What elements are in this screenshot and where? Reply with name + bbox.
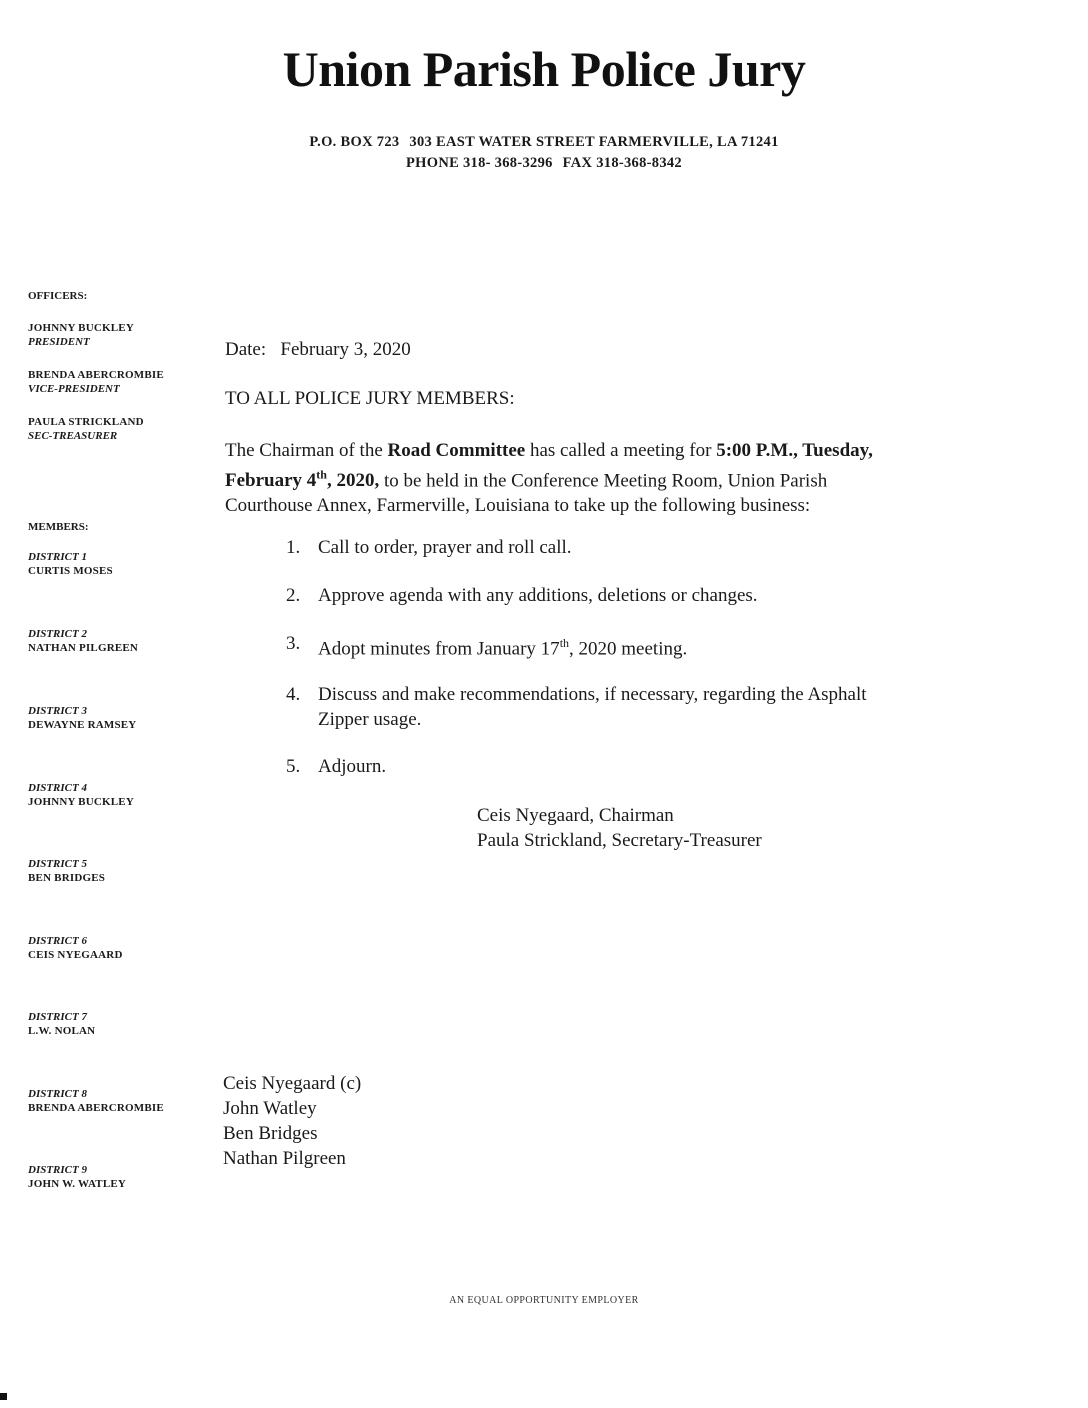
- member-district: DISTRICT 4: [28, 782, 87, 794]
- officer-entry: [28, 415, 144, 443]
- scan-mark: [0, 1393, 7, 1400]
- agenda-item: [286, 682, 958, 732]
- member-entry: [28, 1163, 126, 1191]
- agenda-text: Call to order, prayer and roll call.: [318, 537, 572, 558]
- agenda-text-line: Zipper usage.: [318, 709, 422, 730]
- agenda-item: [286, 535, 958, 560]
- members-heading: MEMBERS:: [28, 521, 89, 533]
- intro-text: has called a meeting for: [525, 440, 717, 461]
- meeting-time: 5:00 P.M., Tuesday,: [716, 440, 873, 461]
- member-entry: [28, 1087, 164, 1115]
- officer-entry: [28, 321, 134, 349]
- member-entry: [28, 781, 134, 809]
- member-name: JOHNNY BUCKLEY: [28, 796, 134, 808]
- agenda-number: 5.: [286, 756, 301, 777]
- signature-secretary: Paula Strickland, Secretary-Treasurer: [477, 830, 762, 851]
- member-name: CURTIS MOSES: [28, 565, 113, 577]
- member-entry: [28, 1010, 95, 1038]
- committee-member: Ceis Nyegaard (c): [223, 1073, 362, 1094]
- member-name: CEIS NYEGAARD: [28, 949, 123, 961]
- meeting-day-text: February 4: [225, 470, 317, 492]
- letterhead-address: [0, 134, 1088, 151]
- officer-name: BRENDA ABERCROMBIE: [28, 369, 164, 381]
- member-name: DEWAYNE RAMSEY: [28, 719, 137, 731]
- agenda-number: 2.: [286, 585, 301, 606]
- committee-name: Road Committee: [387, 440, 526, 461]
- date-label: Date:: [225, 339, 267, 360]
- agenda-text: Adjourn.: [318, 756, 387, 777]
- member-name: JOHN W. WATLEY: [28, 1178, 127, 1190]
- salutation: TO ALL POLICE JURY MEMBERS:: [225, 388, 515, 409]
- committee-member: Nathan Pilgreen: [223, 1148, 346, 1169]
- officer-role: SEC-TREASURER: [28, 430, 118, 442]
- agenda-item: [286, 583, 958, 608]
- meeting-day: [225, 470, 379, 491]
- officers-heading: OFFICERS:: [28, 290, 88, 302]
- meeting-day-suffix: th: [316, 468, 327, 482]
- member-name: L.W. NOLAN: [28, 1025, 96, 1037]
- agenda-text-suffix: th: [559, 636, 570, 650]
- street-address: 303 EAST WATER STREET FARMERVILLE, LA 71241: [409, 134, 779, 150]
- intro-line: Courthouse Annex, Farmerville, Louisiana to take up the following business:: [225, 495, 811, 517]
- member-entry: [28, 857, 105, 885]
- member-district: DISTRICT 8: [28, 1088, 87, 1100]
- agenda-number: 1.: [286, 537, 301, 558]
- officer-name: JOHNNY BUCKLEY: [28, 322, 134, 334]
- agenda-text-part: Adopt minutes from January 17: [318, 638, 560, 660]
- po-box: P.O. BOX 723: [309, 134, 400, 150]
- signature-block: [477, 803, 762, 853]
- agenda-text: Approve agenda with any additions, deletions or changes.: [318, 585, 758, 606]
- agenda-text-line: Discuss and make recommendations, if necessary, regarding the Asphalt: [318, 684, 867, 705]
- committee-member: John Watley: [223, 1098, 317, 1119]
- member-name: BEN BRIDGES: [28, 872, 106, 884]
- member-entry: [28, 704, 136, 732]
- phone-number: PHONE 318- 368-3296: [406, 155, 553, 171]
- footer-text: AN EQUAL OPPORTUNITY EMPLOYER: [449, 1295, 639, 1306]
- member-district: DISTRICT 3: [28, 705, 87, 717]
- officer-role: PRESIDENT: [28, 336, 90, 348]
- member-name: NATHAN PILGREEN: [28, 642, 139, 654]
- officer-role: VICE-PRESIDENT: [28, 383, 120, 395]
- officer-name: PAULA STRICKLAND: [28, 416, 144, 428]
- signature-chairman: Ceis Nyegaard, Chairman: [477, 805, 674, 826]
- member-entry: [28, 627, 138, 655]
- intro-line: [225, 463, 965, 493]
- committee-member: Ben Bridges: [223, 1123, 318, 1144]
- member-name: BRENDA ABERCROMBIE: [28, 1102, 164, 1114]
- intro-text: to be held in the Conference Meeting Room, Union Parish: [379, 470, 828, 492]
- member-district: DISTRICT 6: [28, 935, 87, 947]
- committee-member-list: [223, 1071, 361, 1171]
- letterhead-title: Union Parish Police Jury: [282, 41, 806, 97]
- member-district: DISTRICT 9: [28, 1164, 87, 1176]
- agenda-number: 4.: [286, 684, 301, 705]
- agenda-number: 3.: [286, 633, 301, 654]
- member-district: DISTRICT 2: [28, 628, 87, 640]
- agenda-item: [286, 754, 958, 779]
- date-value: February 3, 2020: [280, 339, 411, 360]
- letterhead-contact: [0, 155, 1088, 172]
- agenda-item: [286, 631, 958, 661]
- letter-date: [225, 337, 411, 362]
- member-district: DISTRICT 7: [28, 1011, 87, 1023]
- member-district: DISTRICT 5: [28, 858, 87, 870]
- intro-text: The Chairman of the: [225, 440, 388, 461]
- member-entry: [28, 550, 113, 578]
- meeting-year: , 2020,: [326, 470, 380, 492]
- member-district: DISTRICT 1: [28, 551, 87, 563]
- officer-entry: [28, 368, 164, 396]
- intro-line: [225, 438, 965, 463]
- agenda-text: [318, 631, 958, 661]
- agenda-text-part: , 2020 meeting.: [569, 638, 688, 660]
- member-entry: [28, 934, 123, 962]
- intro-paragraph: [225, 438, 965, 518]
- fax-number: FAX 318-368-8342: [562, 155, 682, 171]
- agenda-text: [318, 682, 958, 732]
